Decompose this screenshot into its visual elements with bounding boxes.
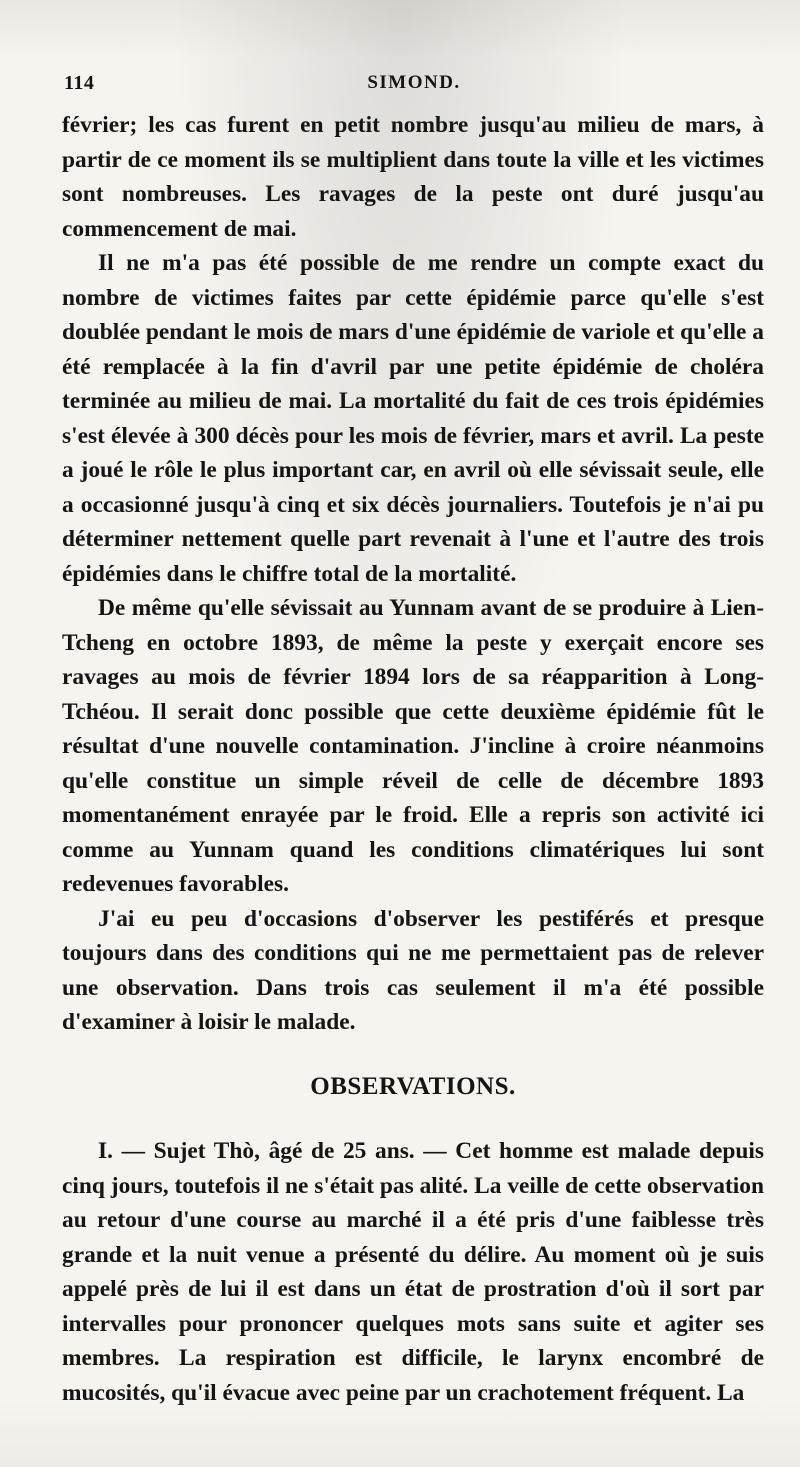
paragraph-2: Il ne m'a pas été possible de me rendre un compte exact du nombre de victimes faites par cette épidémie parce qu'elle s'est doublée pendant le mois de mars d'une épidémie de variole et qu'elle a été remplacée à la fin d'avril par une petite épidémie de choléra terminée au milieu de mai. La mortalité du fait de ces trois épidémies s'est élevée à 300 décès pour les mois de février, mars et avril. La peste a joué le rôle le plus important car, en avril où elle sévissait seule, elle a occasionné jusqu'à cinq et six décès journaliers. Toutefois je n'ai pu déterminer nettement quelle part revenait à l'une et l'autre des trois épidémies dans le chiffre total de la mortalité. <box>62 250 764 587</box>
page-number: 114 <box>64 72 95 94</box>
observation-1: I. — Sujet Thò, âgé de 25 ans. — Cet homme est malade depuis cinq jours, toutefois il ne s'était pas alité. La veille de cette observation au retour d'une course au marché il a été pris d'une faiblesse très grande et la nuit venue a présenté du délire. Au moment où je suis appelé près de lui il est dans un état de prostration d'où il sort par intervalles pour prononcer quelques mots sans suite et agiter ses membres. La respiration est difficile, le larynx encombré de mucosités, qu'il évacue avec peine par un crachotement fréquent. La <box>62 1138 764 1406</box>
running-head <box>64 72 764 102</box>
body-text <box>62 108 764 1410</box>
paragraph-4: J'ai eu peu d'occasions d'observer les pestiférés et presque toujours dans des conditions qui ne me permettaient pas de relever une observation. Dans trois cas seulement il m'a été possible d'examiner à loisir le malade. <box>62 905 764 1035</box>
paragraph-3: De même qu'elle sévissait au Yunnam avant de se produire à Lien-Tcheng en octobre 1893, de même la peste y exerçait encore ses ravages au mois de février 1894 lors de sa réapparition à Long-Tchéou. Il serait donc possible que cette deuxième épidémie fût le résultat d'une nouvelle contamination. J'incline à croire néanmoins qu'elle constitue un simple réveil de celle de décembre 1893 momentanément enrayée par le froid. Elle a repris son activité ici comme au Yunnam quand les conditions climatériques lui sont redevenues favorables. <box>62 595 764 897</box>
section-title: OBSERVATIONS. <box>310 1072 516 1100</box>
running-head-author: SIMOND. <box>367 72 461 93</box>
paragraph-1: février; les cas furent en petit nombre jusqu'au milieu de mars, à partir de ce moment ils se multiplient dans toute la ville et les victimes sont nombreuses. Les ravages de la peste ont duré jusqu'au commencement de mai. <box>62 112 764 242</box>
